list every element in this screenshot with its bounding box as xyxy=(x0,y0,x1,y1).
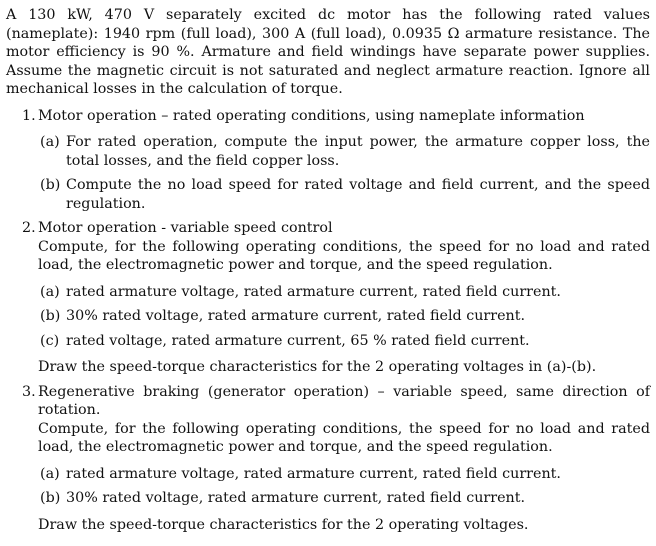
subquestion xyxy=(38,133,650,170)
question-number: 2. xyxy=(22,220,36,236)
subquestion-text: rated armature voltage, rated armature current, rated field current. xyxy=(66,283,561,300)
subquestion-label: (a) xyxy=(40,283,60,300)
subquestion-text: For rated operation, compute the input power, the armature copper loss, the total losses, and the field copper loss. xyxy=(66,134,650,169)
question-description: Compute, for the following operating conditions, the speed for no load and rated load, the electromagnetic power and torque, and the speed regulation. xyxy=(38,238,650,273)
question-3 xyxy=(6,383,650,535)
question-title: Motor operation – rated operating conditions, using nameplate information xyxy=(38,107,585,124)
subquestion-label: (b) xyxy=(40,490,61,506)
question-2 xyxy=(6,219,650,377)
question-title: Motor operation - variable speed control xyxy=(38,220,333,236)
question-list xyxy=(6,107,650,535)
question-1 xyxy=(6,107,650,214)
subquestion xyxy=(38,283,650,302)
subquestion-text: Compute the no load speed for rated voltage and field current, and the speed regulation. xyxy=(66,177,650,212)
subquestion-label: (a) xyxy=(40,134,60,150)
question-note: Draw the speed-torque characteristics for the 2 operating voltages in (a)-(b). xyxy=(38,359,597,375)
question-description: Compute, for the following operating conditions, the speed for no load and rated load, the electromagnetic power and torque, and the speed regulation. xyxy=(38,420,650,455)
subquestion-text: rated voltage, rated armature current, 65 % rated field current. xyxy=(66,332,530,349)
subquestion-list xyxy=(38,465,650,508)
subquestion xyxy=(38,489,650,508)
subquestion-label: (c) xyxy=(40,332,60,349)
subquestion-label: (a) xyxy=(40,465,60,482)
subquestion xyxy=(38,307,650,326)
subquestion-list xyxy=(38,133,650,213)
question-note: Draw the speed-torque characteristics for the 2 operating voltages. xyxy=(38,516,529,533)
subquestion-list xyxy=(38,283,650,351)
subquestion xyxy=(38,465,650,484)
subquestion-label: (b) xyxy=(40,308,61,324)
question-number: 3. xyxy=(22,383,36,400)
problem-intro: A 130 kW, 470 V separately excited dc motor has the following rated values (nameplate): 1940 rpm (full load), 300 A (full load), 0.0935 Ω armature resistance. The motor efficiency is 90 %. Armature and field windings have separate power supplies. Assume the magnetic circuit is not saturated and neglect armature reaction. Ignore all mechanical losses in the calculation of torque. xyxy=(6,7,650,97)
subquestion xyxy=(38,176,650,213)
subquestion-text: 30% rated voltage, rated armature current, rated field current. xyxy=(66,490,526,506)
subquestion xyxy=(38,332,650,351)
subquestion-label: (b) xyxy=(40,177,61,193)
subquestion-text: 30% rated voltage, rated armature current, rated field current. xyxy=(66,308,526,324)
subquestion-text: rated armature voltage, rated armature current, rated field current. xyxy=(66,465,561,482)
question-number: 1. xyxy=(22,107,36,124)
question-title: Regenerative braking (generator operation) – variable speed, same direction of rotation. xyxy=(38,383,650,418)
